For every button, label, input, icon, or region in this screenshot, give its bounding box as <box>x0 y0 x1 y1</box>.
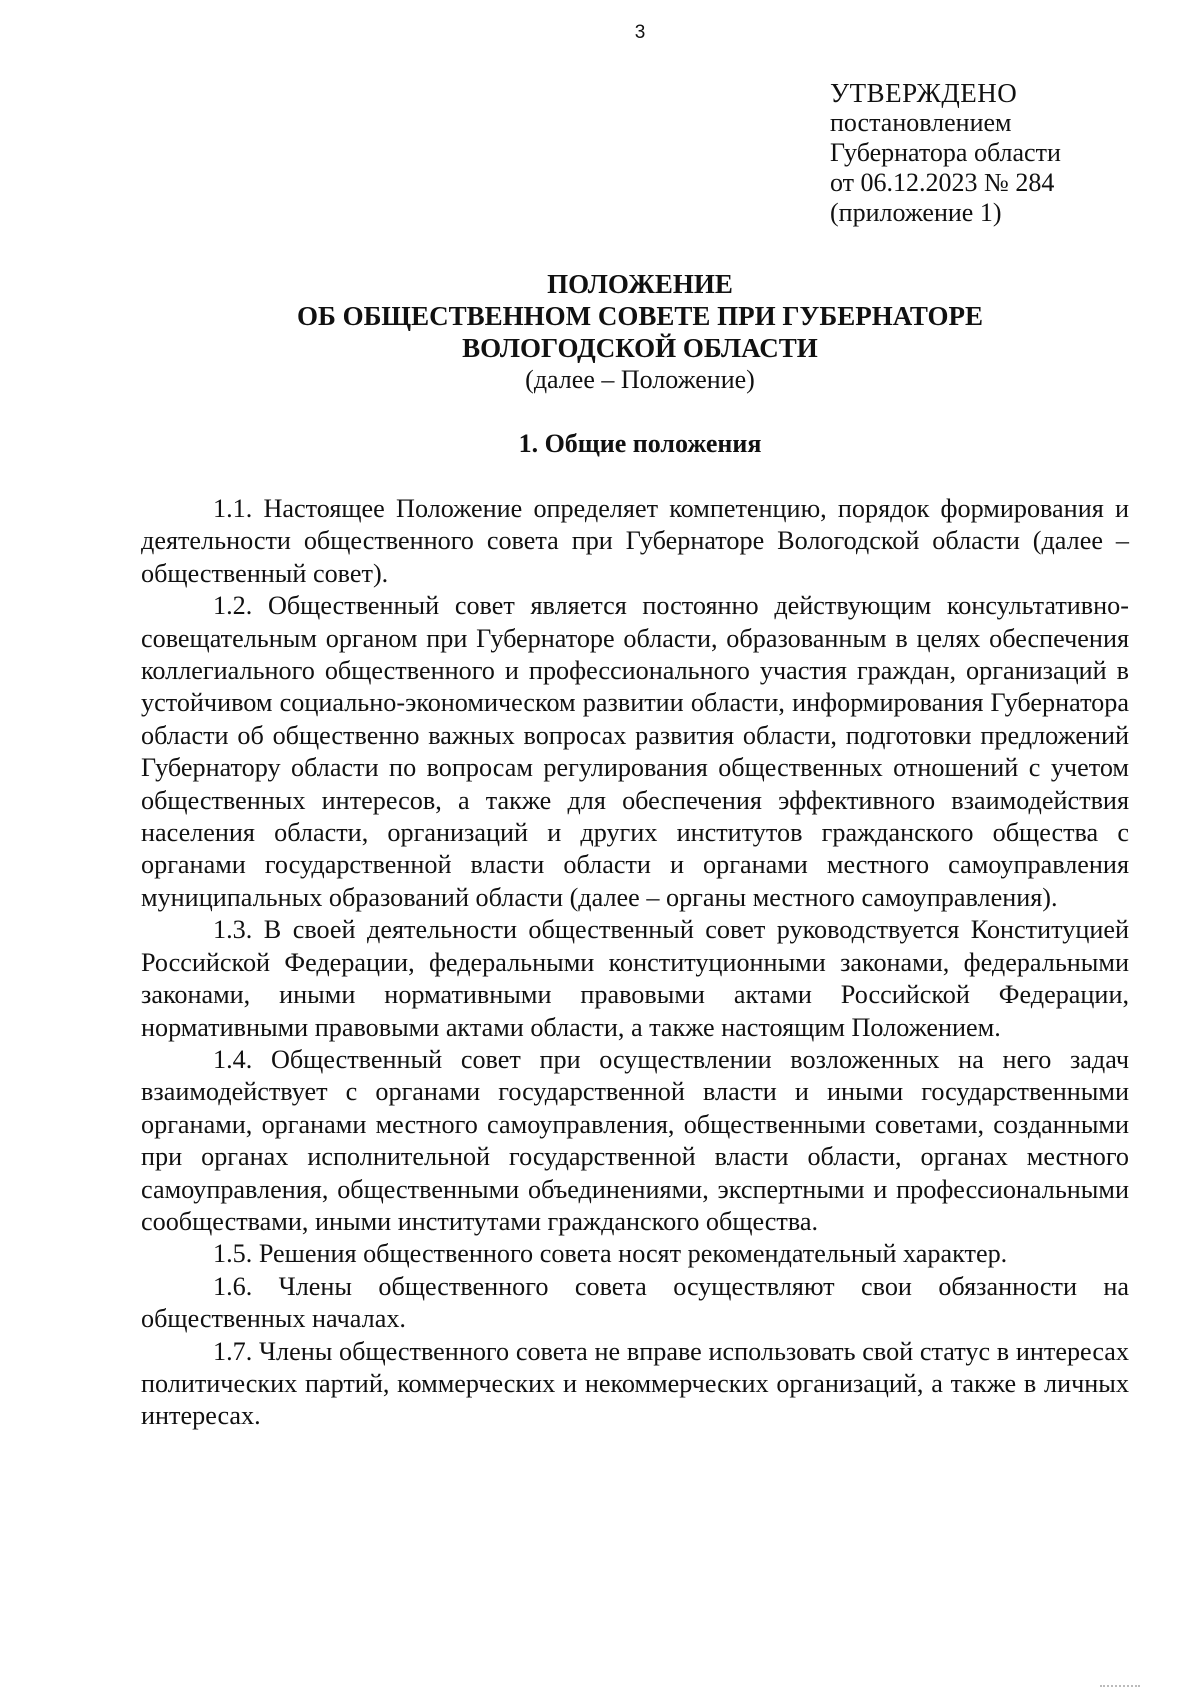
document-title: ПОЛОЖЕНИЕ <box>547 269 733 299</box>
approval-appendix: (приложение 1) <box>830 198 1002 227</box>
approval-line: Губернатора области <box>830 138 1061 167</box>
section-heading: 1. Общие положения <box>518 429 762 458</box>
approval-heading: УТВЕРЖДЕНО <box>830 78 1018 108</box>
section-body <box>141 493 1129 1433</box>
document-subtitle: (далее – Положение) <box>525 365 755 394</box>
paragraph-1-7: 1.7. Члены общественного совета не вправе использовать свой статус в интересах политических партий, коммерческих и некоммерческих организаций, а также в личных интересах. <box>141 1336 1129 1431</box>
paragraph-1-5: 1.5. Решения общественного совета носят рекомендательный характер. <box>213 1239 1008 1269</box>
approval-date-number: от 06.12.2023 № 284 <box>830 168 1055 197</box>
paragraph-1-3: 1.3. В своей деятельности общественный совет руководствуется Конституцией Российской Федерации, федеральными конституционными законами, федеральными законами, иными нормативными правовыми актами Российской Федерации, нормативными правовыми актами области, а также настоящим Положением. <box>141 915 1129 1042</box>
scan-artifact <box>1100 1685 1140 1693</box>
document-title-line: ВОЛОГОДСКОЙ ОБЛАСТИ <box>462 333 818 363</box>
document-title-line: ОБ ОБЩЕСТВЕННОМ СОВЕТЕ ПРИ ГУБЕРНАТОРЕ <box>296 301 984 331</box>
approval-stamp-block <box>830 78 1061 228</box>
paragraph-1-4: 1.4. Общественный совет при осуществлении возложенных на него задач взаимодействует с органами государственной власти и иными государственными органами, органами местного самоуправления, общественными советами, созданными при органах исполнительной государственной власти области, органах местного самоуправления, общественными объединениями, экспертными и профессиональными сообществами, иными институтами гражданского общества. <box>141 1044 1129 1236</box>
paragraph-1-2: 1.2. Общественный совет является постоянно действующим консультативно-совещательным органом при Губернаторе области, образованным в целях обеспечения коллегиального общественного и профессионального участия граждан, организаций в устойчивом социально-экономическом развитии области, информирования Губернатора области об общественно важных вопросах развития области, подготовки предложений Губернатору области по вопросам регулирования общественных отношений с учетом общественных интересов, а также для обеспечения эффективного взаимодействия населения области, организаций и других институтов гражданского общества с органами государственной власти области и органами местного самоуправления муниципальных образований области (далее – органы местного самоуправления). <box>141 591 1129 912</box>
page-number: 3 <box>634 22 646 43</box>
paragraph-1-1: 1.1. Настоящее Положение определяет компетенцию, порядок формирования и деятельности общественного совета при Губернаторе Вологодской области (далее – общественный совет). <box>141 494 1129 588</box>
approval-line: постановлением <box>830 108 1012 137</box>
paragraph-1-6: 1.6. Члены общественного совета осуществляют свои обязанности на общественных началах. <box>141 1271 1129 1334</box>
document-title-block <box>130 268 1150 396</box>
